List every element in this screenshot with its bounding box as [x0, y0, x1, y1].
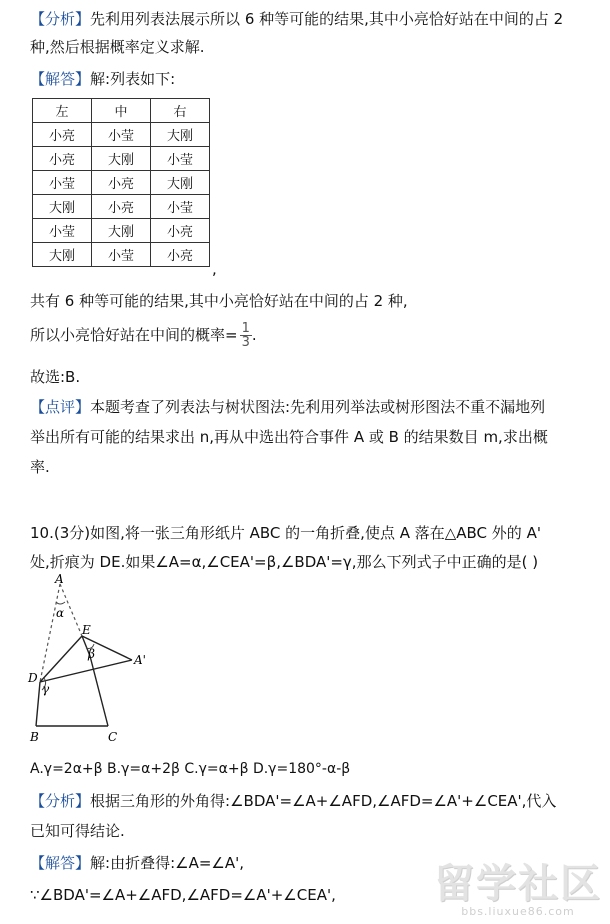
answer-probability-line: 所以小亮恰好站在中间的概率= $\frac{1}{3}$ . [30, 321, 257, 350]
probability-fraction: $\frac{1}{3}$ [241, 321, 250, 350]
answer-tag: 【解答】 [30, 854, 91, 872]
label-alpha: α [56, 606, 65, 620]
table-cell: 小莹 [151, 147, 210, 171]
watermark-title: 留学社区 [434, 861, 602, 907]
table-cell: 大刚 [33, 243, 92, 267]
answer-intro: 【解答】解:列表如下: [30, 70, 176, 88]
table-cell: 小亮 [33, 123, 92, 147]
table-cell: 小亮 [33, 147, 92, 171]
label-beta: β [88, 647, 95, 661]
folded-triangle-figure [22, 574, 182, 746]
answer2-line2: ∵∠BDA'=∠A+∠AFD,∠AFD=∠A'+∠CEA', [30, 886, 336, 904]
dashed-side-ad [40, 584, 60, 682]
table-cell: 小莹 [92, 243, 151, 267]
table-cell: 大刚 [33, 195, 92, 219]
table-header-cell: 中 [92, 99, 151, 123]
table-cell: 小莹 [33, 171, 92, 195]
label-c: C [108, 730, 118, 744]
table-cell: 小莹 [33, 219, 92, 243]
table-row [33, 219, 210, 243]
table-header-cell: 左 [33, 99, 92, 123]
table-row [33, 123, 210, 147]
side-db [36, 682, 40, 726]
table-cell: 大刚 [92, 147, 151, 171]
comment-paragraph-line2: 举出所有可能的结果求出 n,再从中选出符合事件 A 或 B 的结果数目 m,求出概 [30, 428, 548, 446]
answer-total-line: 共有 6 种等可能的结果,其中小亮恰好站在中间的占 2 种, [30, 292, 408, 310]
question-10-options: A.γ=2α+β B.γ=α+2β C.γ=α+β D.γ=180°-α-β [30, 761, 351, 777]
label-b: B [30, 730, 39, 744]
table-cell: 大刚 [151, 123, 210, 147]
label-d: D [28, 671, 38, 685]
answer2-line1: 【解答】解:由折叠得:∠A=∠A', [30, 854, 245, 872]
analysis-tag: 【分析】 [30, 10, 91, 28]
answer-tag: 【解答】 [30, 70, 91, 88]
comment-paragraph-line3: 率. [30, 458, 50, 476]
comment-tag: 【点评】 [30, 398, 91, 416]
answer-conclusion: 故选:B. [30, 368, 81, 386]
table-cell: 小亮 [92, 195, 151, 219]
table-row [33, 195, 210, 219]
comment-paragraph-line1: 【点评】本题考查了列表法与树状图法:先利用列举法或树形图法不重不漏地列 [30, 398, 546, 416]
label-a-prime: A' [134, 653, 146, 667]
question-10-line1: 10.(3分)如图,将一张三角形纸片 ABC 的一角折叠,使点 A 落在△ABC 外的 A' [30, 524, 541, 542]
analysis-paragraph-line1: 【分析】先利用列表法展示所以 6 种等可能的结果,其中小亮恰好站在中间的占 2 [30, 10, 564, 28]
table-row [33, 147, 210, 171]
table-header-row [33, 99, 210, 123]
table-header-cell: 右 [151, 99, 210, 123]
flap-side-da-prime [40, 660, 132, 682]
analysis-paragraph-line2: 种,然后根据概率定义求解. [30, 38, 205, 56]
table-cell: 小亮 [151, 243, 210, 267]
table-row [33, 243, 210, 267]
watermark-url: bbs.liuxue86.com [461, 905, 575, 918]
table-cell: 小莹 [92, 123, 151, 147]
label-a: A [55, 574, 64, 586]
label-e: E [82, 623, 91, 637]
analysis-tag: 【分析】 [30, 792, 91, 810]
table-trailing-comma: , [212, 260, 217, 278]
alpha-arc [56, 602, 65, 604]
table-cell: 小亮 [151, 219, 210, 243]
table-cell: 小亮 [92, 171, 151, 195]
table-cell: 大刚 [92, 219, 151, 243]
arrangement-table [32, 98, 210, 267]
fold-line-de [40, 636, 82, 682]
table-row [33, 171, 210, 195]
label-gamma: γ [42, 682, 50, 696]
table-cell: 小莹 [151, 195, 210, 219]
analysis2-paragraph-line1: 【分析】根据三角形的外角得:∠BDA'=∠A+∠AFD,∠AFD=∠A'+∠CEA',代入 [30, 792, 557, 810]
site-watermark [434, 852, 602, 918]
analysis2-paragraph-line2: 已知可得结论. [30, 822, 125, 840]
question-10-line2: 处,折痕为 DE.如果∠A=α,∠CEA'=β,∠BDA'=γ,那么下列式子中正确的是( ) [30, 553, 539, 571]
table-cell: 大刚 [151, 171, 210, 195]
